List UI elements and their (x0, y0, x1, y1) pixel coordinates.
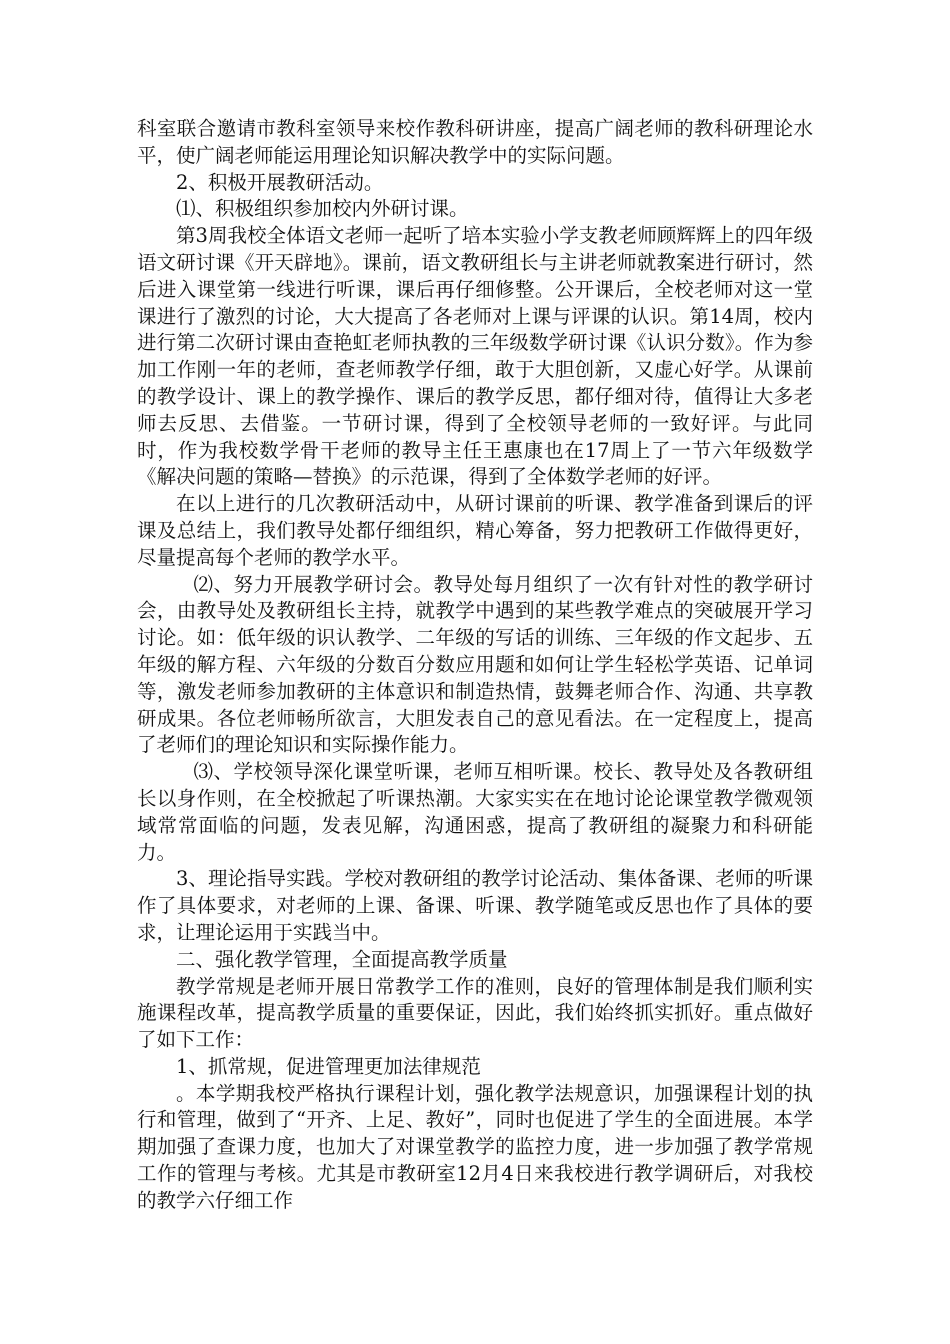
subheading-seminar-lessons: ⑴、积极组织参加校内外研讨课。 (176, 197, 469, 221)
paragraph-continuation: 科室联合邀请市教科室领导来校作教科研讲座，提高广阔老师的教科研理论水平，使广阔老师能运用理论知识解决教学中的实际问题。 (137, 117, 813, 167)
paragraph-theory-practice: 3、理论指导实践。学校对教研组的教学讨论活动、集体备课、老师的听课作了具体要求，对老师的上课、备课、听课、教学随笔或反思也作了具体的要求，让理论运用于实践当中。 (137, 867, 813, 944)
subheading-routine-management: 1、抓常规，促进管理更加法律规范 (176, 1054, 481, 1078)
paragraph-teaching-seminars: ⑵、努力开展教学研讨会。教导处每月组织了一次有针对性的教学研讨会，由教导处及教研组长主持，就教学中遇到的某些教学难点的突破展开学习讨论。如：低年级的识认教学、二年级的写话的训练、三年级的作文起步、五年级的解方程、六年级的分数百分数应用题和如何让学生轻松学英语、记单词等，激发老师参加教研的主体意识和制造热情，鼓舞老师合作、沟通、共享教研成果。各位老师畅所欲言，大胆发表自己的意见看法。在一定程度上，提高了老师们的理论知识和实际操作能力。 (137, 572, 813, 757)
heading-research-activities: 2、积极开展教研活动。 (176, 170, 384, 194)
paragraph-seminar-details: 第3周我校全体语文老师一起听了培本实验小学支教老师顾辉辉上的四年级语文研讨课《开天辟地》。课前，语文教研组长与主讲老师就教案进行研讨，然后进入课堂第一线进行听课，课后再仔细修整。公开课后，全校老师对这一堂课进行了激烈的讨论，大大提高了各老师对上课与评课的认识。第14周，校内进行第二次研讨课由查艳虹老师执教的三年级数学研讨课《认识分数》。作为参加工作刚一年的老师，查老师教学仔细，敢于大胆创新，又虚心好学。从课前的教学设计、课上的教学操作、课后的教学反思，都仔细对待，值得让大多老师去反思、去借鉴。一节研讨课，得到了全校领导老师的一致好评。与此同时，作为我校数学骨干老师的教导主任王惠康也在17周上了一节六年级数学《解决问题的策略—替换》的示范课，得到了全体数学老师的好评。 (137, 224, 813, 489)
paragraph-curriculum-plan: 。本学期我校严格执行课程计划，强化教学法规意识，加强课程计划的执行和管理，做到了“开齐、上足、教好”，同时也促进了学生的全面进展。本学期加强了查课力度，也加大了对课堂教学的监控力度，进一步加强了教学常规工作的管理与考核。尤其是市教研室12月4日来我校进行教学调研后，对我校的教学六仔细工作 (137, 1081, 813, 1212)
paragraph-lesson-observation: ⑶、学校领导深化课堂听课，老师互相听课。校长、教导处及各教研组长以身作则，在全校掀起了听课热潮。大家实实在在地讨论论课堂教学微观领域常常面临的问题，发表见解，沟通困惑，提高了教研组的凝聚力和科研能力。 (137, 760, 813, 864)
paragraph-teaching-routine: 教学常规是老师开展日常教学工作的准则，良好的管理体制是我们顺利实施课程改革，提高教学质量的重要保证，因此，我们始终抓实抓好。重点做好了如下工作： (137, 974, 813, 1052)
document-body (137, 116, 813, 1215)
paragraph-research-summary: 在以上进行的几次教研活动中，从研讨课前的听课、教学准备到课后的评课及总结上，我们教导处都仔细组织，精心筹备，努力把教研工作做得更好，尽量提高每个老师的教学水平。 (137, 492, 813, 569)
heading-teaching-management: 二、强化教学管理，全面提高教学质量 (176, 947, 508, 971)
